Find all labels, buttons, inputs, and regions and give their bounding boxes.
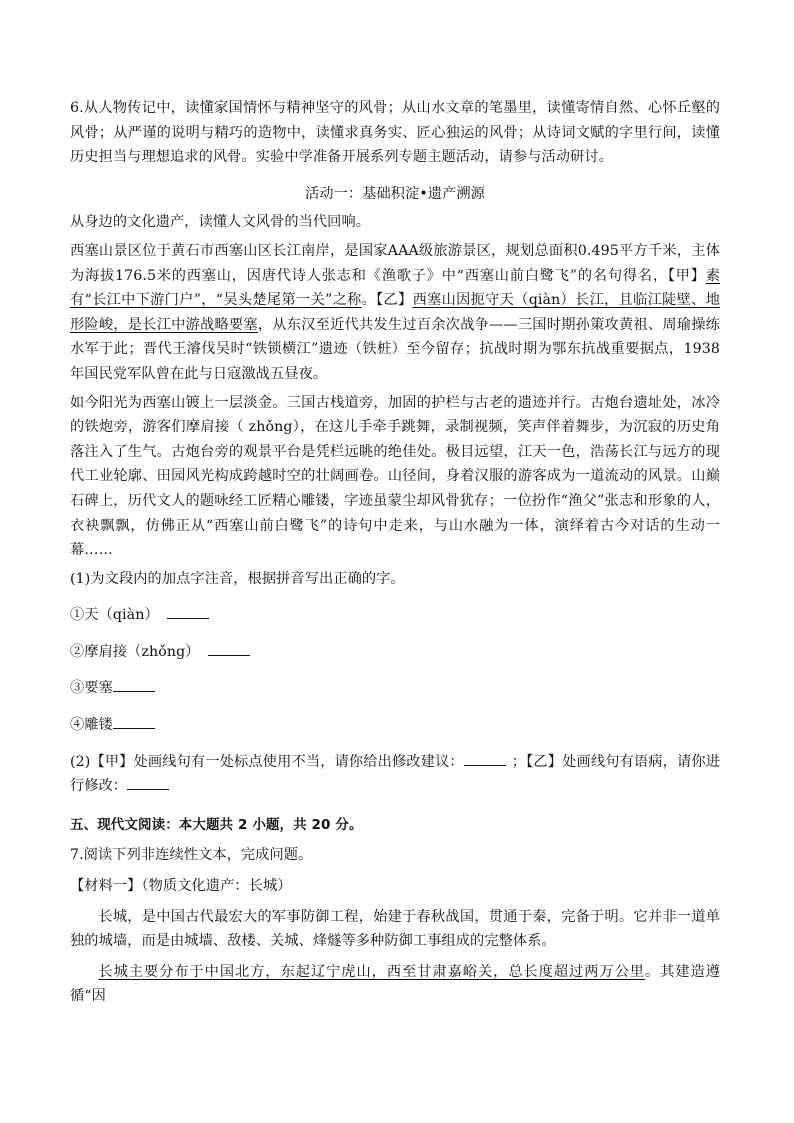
answer-blank-6[interactable] — [127, 775, 169, 790]
section-5-heading — [70, 813, 720, 838]
sub-question-2 — [70, 750, 720, 799]
section-points: 20 — [311, 816, 331, 833]
sub-question-1: (1)为文段内的加点字注音，根据拼音写出正确的字。 — [70, 570, 405, 587]
answer-item-1 — [70, 603, 720, 628]
great-wall-underlined-sentence: 长城主要分布于中国北方，东起辽宁虎山，西至甘肃嘉峪关，总长度超过两万公里 — [98, 963, 645, 980]
subtitle: 从身边的文化遗产，读懂人文风骨的当代回响。 — [70, 214, 371, 231]
sub2-text-b: ；【乙】处画线句有语病，请你进行修改： — [70, 753, 721, 795]
answer-blank-2[interactable] — [208, 641, 250, 656]
item-3-label: ③要塞 — [70, 680, 113, 697]
answer-item-4 — [70, 713, 720, 738]
answer-item-2 — [70, 640, 720, 665]
q6-intro: 6.从人物传记中，读懂家国情怀与精神坚守的风骨；从山水文章的笔墨里，读懂寄情自然、心怀丘壑的风骨；从严谨的说明与精巧的造物中，读懂求真务实、匠心独运的风骨；从诗词文赋的字里行间，读懂历史担当与理想追求的风骨。实验中学准备开展系列专题主题活动，请参与活动研讨。 — [70, 100, 720, 166]
q7-intro: 7.阅读下列非连续性文本，完成问题。 — [70, 847, 313, 864]
material-1-label: 【材料一】 — [70, 878, 142, 895]
q7-paragraph-2 — [70, 960, 720, 1009]
material-1-note: （物质文化遗产：长城） — [141, 878, 292, 895]
answer-blank-4[interactable] — [113, 714, 155, 729]
sub2-text-a: (2)【甲】处画线句有一处标点使用不当，请你给出修改建议： — [70, 753, 464, 770]
section-heading-c: 分。 — [335, 816, 363, 833]
q6-paragraph-2: 如今阳光为西塞山镀上一层淡金。三国古栈道旁，加固的护栏与古老的遗迹并行。古炮台遗址处，冰冷的铁炮旁，游客们摩肩接（ zhǒng），在这儿手牵手跳舞，录制视频，笑声伴着舞步，为沉寂的历史角落注入了生气。古炮台旁的观景平台是凭栏远眺的绝佳处。极目远望，江天一色，浩荡长江与远方的现代工业轮廓、田园风光构成跨越时空的壮阔画卷。山径间，身着汉服的游客成为一道流动的风景。山巅石碑上，历代文人的题咏经工匠精心雕镂，字迹虽蒙尘却风骨犹存；一位扮作“渔父”张志和形象的人，衣袂飘飘，仿佛正从“西塞山前白鹭飞”的诗句中走来，与山水融为一体，演绎着古今对话的生动一幕…… — [70, 394, 720, 559]
section-heading-b: 小题，共 — [252, 816, 307, 833]
section-heading-a: 五、现代文阅读：本大题共 — [70, 816, 234, 833]
q7-paragraph-1: 长城，是中国古代最宏大的军事防御工程，始建于春秋战国，贯通于秦，完备于明。它并非一道单独的城墙，而是由城墙、敌楼、关城、烽燧等多种防御工事组成的完整体系。 — [70, 908, 720, 950]
section-count: 2 — [238, 816, 248, 833]
item-2-label: ②摩肩接（zhǒng） — [70, 643, 200, 660]
q6-paragraph-1 — [70, 239, 720, 387]
p1-text-a: 西塞山景区位于黄石市西塞山区长江南岸，是国家AAA级旅游景区，规划总面积0.495平方千米，主体为海拔176.5米的西塞山，因唐代诗人张志和《渔歌子》中“西塞山前白鹭飞”的名句得名，【甲】 — [70, 242, 720, 284]
activity-title: 活动一：基础积淀•遗产溯源 — [305, 185, 485, 202]
item-4-label: ④雕镂 — [70, 717, 113, 734]
jia-underlined-sentence: 素有“长江中下游门户”，“吴头楚尾第一关”之称 — [70, 267, 720, 309]
answer-blank-5[interactable] — [464, 751, 506, 766]
item-1-label: ①天（qiàn） — [70, 607, 159, 624]
p1-text-b: 。【乙】 — [361, 292, 413, 309]
yi-underlined-sentence: 西塞山因扼守天（qiàn）长江，且临江陡壁、地形险峻，是长江中游战略要塞 — [70, 292, 720, 333]
answer-blank-1[interactable] — [167, 604, 209, 619]
answer-blank-3[interactable] — [113, 677, 155, 692]
p1-text-c: ，从东汉至近代共发生过百余次战争——三国时期孙策攻黄祖、周瑜操练水军于此；晋代王濬伐吴时“铁锁横江”遗迹（铁桩）至今留存；抗战时期为鄂东抗战重要据点，1938年国民党军队曾在此与日寇激战五昼夜。 — [70, 316, 720, 382]
q7-p2-rest: 。其建造遵循“因 — [70, 963, 720, 1005]
document-page — [70, 96, 720, 1009]
material-1-heading — [70, 874, 720, 899]
answer-item-3 — [70, 676, 720, 701]
